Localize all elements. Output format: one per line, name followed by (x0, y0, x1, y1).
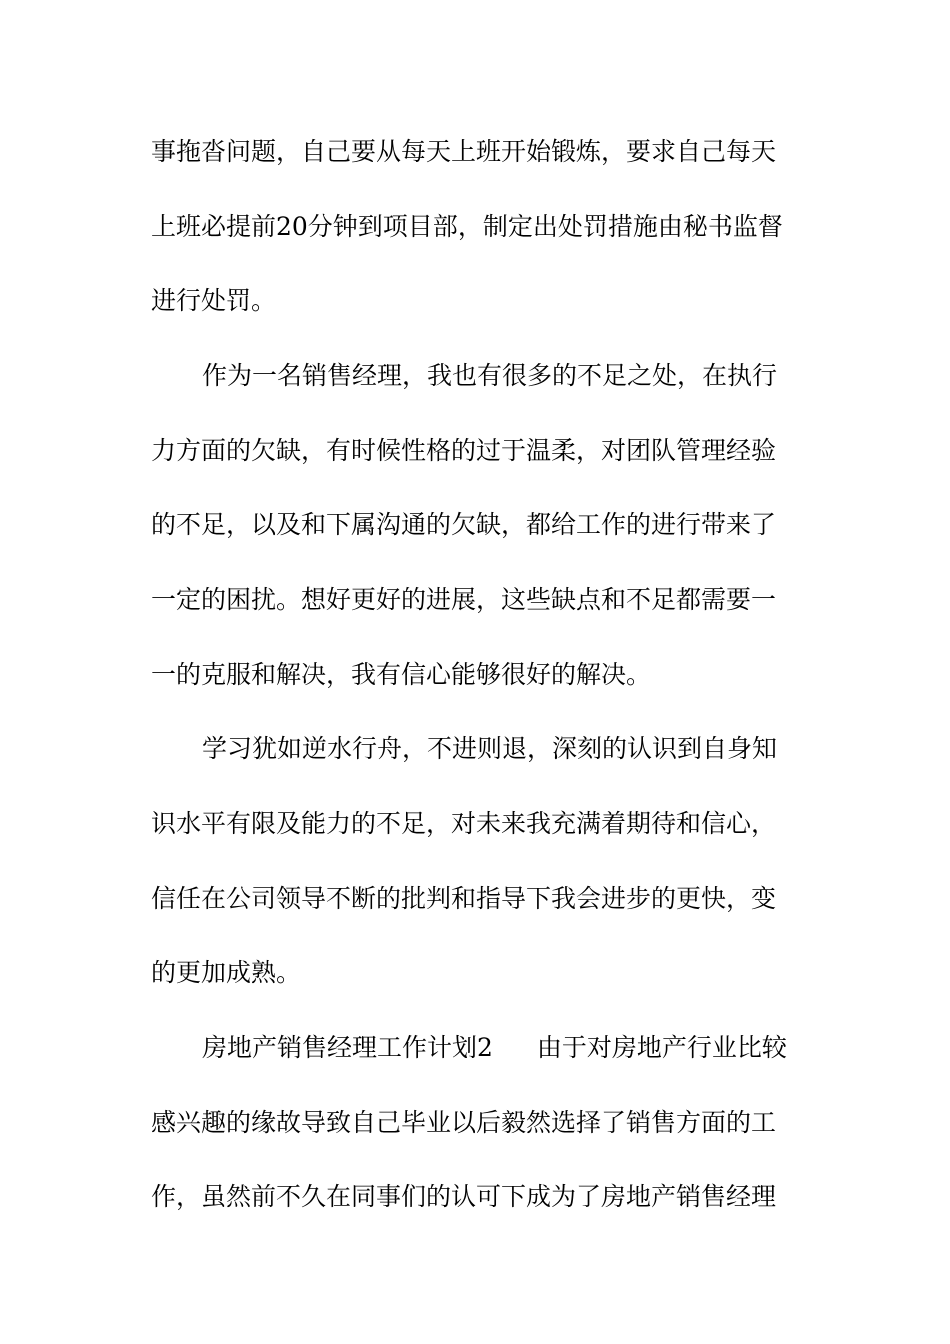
section-title: 房地产销售经理工作计划2 (202, 1033, 493, 1062)
section-heading-line (202, 1028, 787, 1068)
paragraph-start-line: 作为一名销售经理，我也有很多的不足之处，在执行 (202, 361, 778, 390)
text-line: 一定的困扰。想好更好的进展，这些缺点和不足都需要一 (151, 585, 777, 614)
text-line: 的更加成熟。 (151, 958, 302, 987)
section-continuation-text: 由于对房地产行业比较 (536, 1033, 787, 1062)
text-line: 感兴趣的缘故导致自己毕业以后毅然选择了销售方面的工 (151, 1108, 777, 1137)
text-line: 识水平有限及能力的不足，对未来我充满着期待和信心， (151, 809, 777, 838)
text-line: 力方面的欠缺，有时候性格的过于温柔，对团队管理经验 (151, 436, 777, 465)
text-line: 事拖沓问题，自己要从每天上班开始锻炼，要求自己每天 (151, 137, 777, 166)
text-line: 上班必提前20分钟到项目部，制定出处罚措施由秘书监督 (151, 212, 783, 241)
text-line: 进行处罚。 (151, 286, 277, 315)
text-line: 一的克服和解决，我有信心能够很好的解决。 (151, 660, 652, 689)
paragraph-start-line: 学习犹如逆水行舟，不进则退，深刻的认识到自身知 (202, 734, 778, 763)
text-line: 的不足，以及和下属沟通的欠缺，都给工作的进行带来了 (151, 510, 777, 539)
text-line: 作，虽然前不久在同事们的认可下成为了房地产销售经理 (151, 1182, 777, 1211)
text-line: 信任在公司领导不断的批判和指导下我会进步的更快，变 (151, 884, 777, 913)
